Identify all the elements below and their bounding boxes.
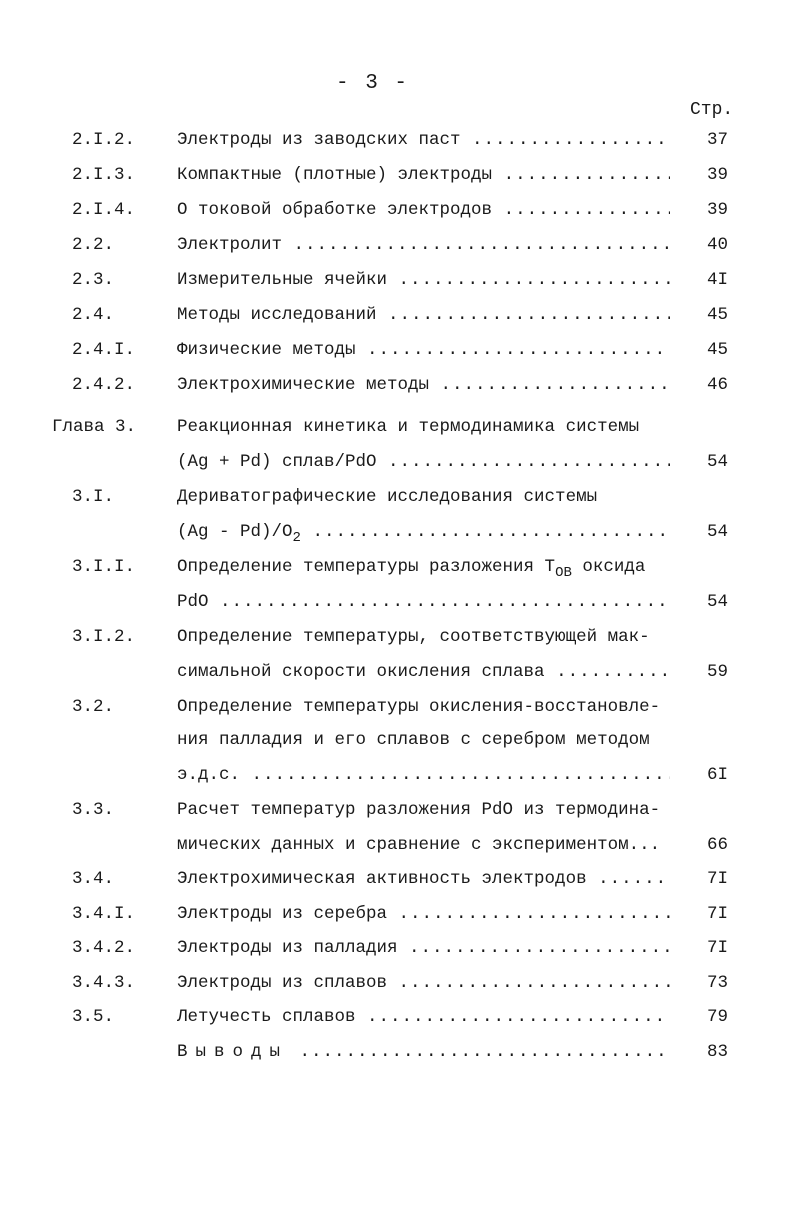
toc-page: 4I [706, 270, 728, 290]
toc-number: 2.3. [72, 270, 115, 290]
toc-entry [0, 263, 795, 297]
toc-number: 2.4. [72, 305, 115, 325]
toc-page: 6I [706, 765, 728, 785]
toc-title: Электроды из серебра ..... [177, 897, 670, 931]
toc-number: 3.4.I. [72, 904, 136, 924]
toc-title: Расчет температур разложения PdO из термодина- [177, 800, 661, 820]
toc-page: 7I [706, 869, 728, 889]
toc-entry [0, 966, 795, 1000]
toc-page: 54 [706, 592, 728, 612]
toc-number: 2.I.3. [72, 165, 136, 185]
toc-number: 2.4.2. [72, 375, 136, 395]
toc-title: Дериватографические исследования системы [177, 487, 598, 507]
toc-title: мических данных и сравнение с экспериментом... [177, 835, 661, 855]
toc-page: 39 [706, 200, 728, 220]
toc-page: 54 [706, 522, 728, 542]
toc-number: 3.5. [72, 1007, 115, 1027]
toc-entry [0, 333, 795, 367]
toc-number: 3.I.2. [72, 627, 136, 647]
toc-entry [0, 158, 795, 192]
toc-number: 3.4.2. [72, 938, 136, 958]
toc-number: 2.2. [72, 235, 115, 255]
toc-title: О токовой обработке электродов ..... [177, 193, 670, 227]
page-column-label: Стр. [690, 100, 734, 120]
toc-page: 40 [706, 235, 728, 255]
toc-entry [0, 298, 795, 332]
toc-number: 3.3. [72, 800, 115, 820]
toc-number: 3.I. [72, 487, 115, 507]
toc-title: Летучесть сплавов ..... [177, 1000, 670, 1034]
toc-title: Выводы ..... [177, 1035, 670, 1069]
toc-entry [0, 550, 795, 584]
toc-entry-continuation [0, 585, 795, 619]
toc-title: Методы исследований ..... [177, 298, 670, 332]
toc-title: Электроды из заводских паст ..... [177, 123, 670, 157]
toc-title: Измерительные ячейки ..... [177, 263, 670, 297]
toc-page: 73 [706, 973, 728, 993]
toc-title: ния палладия и его сплавов с серебром методом [177, 730, 650, 750]
toc-chapter-number: Глава 3. [52, 417, 137, 437]
toc-entry [0, 123, 795, 157]
toc-title: Компактные (плотные) электроды ..... [177, 158, 670, 192]
toc-page: 54 [706, 452, 728, 472]
toc-number: 2.I.4. [72, 200, 136, 220]
toc-entry [0, 1000, 795, 1034]
toc-entry [0, 1035, 795, 1069]
toc-entry [0, 368, 795, 402]
toc-page: 59 [706, 662, 728, 682]
toc-number: 3.4. [72, 869, 115, 889]
toc-page: 39 [706, 165, 728, 185]
toc-page: 46 [706, 375, 728, 395]
toc-entry-continuation [0, 828, 795, 862]
toc-entry [0, 410, 795, 444]
toc-title: Определение температуры окисления-восстановле- [177, 697, 661, 717]
toc-title: Электроды из сплавов ..... [177, 966, 670, 1000]
toc-entry-continuation [0, 445, 795, 479]
toc-number: 2.I.2. [72, 130, 136, 150]
toc-title: Определение температуры, соответствующей мак- [177, 627, 650, 647]
toc-entry [0, 228, 795, 262]
toc-title: (Ag + Pd) сплав/PdO ..... [177, 445, 670, 479]
toc-page: 45 [706, 305, 728, 325]
toc-title: $(Ag - Pd)/O_2$ ..... [177, 515, 670, 549]
toc-entry [0, 931, 795, 965]
toc-page: 79 [706, 1007, 728, 1027]
toc-entry-continuation [0, 758, 795, 792]
toc-title: э.д.с. ..... [177, 758, 670, 792]
toc-page: 7I [706, 938, 728, 958]
toc-entry-continuation [0, 655, 795, 689]
toc-entry [0, 793, 795, 827]
toc-page: 66 [706, 835, 728, 855]
toc-title: PdO ..... [177, 585, 670, 619]
toc-title: Реакционная кинетика и термодинамика системы [177, 417, 640, 437]
toc-title: Электролит ..... [177, 228, 670, 262]
toc-entry [0, 862, 795, 896]
toc-entry [0, 690, 795, 724]
toc-number: 3.I.I. [72, 557, 136, 577]
toc-title: Электроды из палладия ..... [177, 931, 670, 965]
toc-title: Определение температуры разложения $T_{OB}$ оксида [177, 557, 646, 581]
toc-entry-continuation [0, 515, 795, 549]
toc-entry-continuation [0, 723, 795, 757]
toc-page: 83 [706, 1042, 728, 1062]
toc-title: симальной скорости окисления сплава ..... [177, 655, 670, 689]
toc-title: Электрохимическая активность электродов ..... [177, 862, 670, 896]
toc-page: 7I [706, 904, 728, 924]
toc-page: 37 [706, 130, 728, 150]
toc-entry [0, 897, 795, 931]
toc-entry [0, 480, 795, 514]
toc-entry [0, 193, 795, 227]
toc-title: Физические методы ..... [177, 333, 670, 367]
toc-entry [0, 620, 795, 654]
page-number: - 3 - [335, 72, 409, 95]
toc-number: 3.2. [72, 697, 115, 717]
toc-number: 2.4.I. [72, 340, 136, 360]
toc-page: 45 [706, 340, 728, 360]
toc-number: 3.4.3. [72, 973, 136, 993]
toc-title: Электрохимические методы ..... [177, 368, 670, 402]
